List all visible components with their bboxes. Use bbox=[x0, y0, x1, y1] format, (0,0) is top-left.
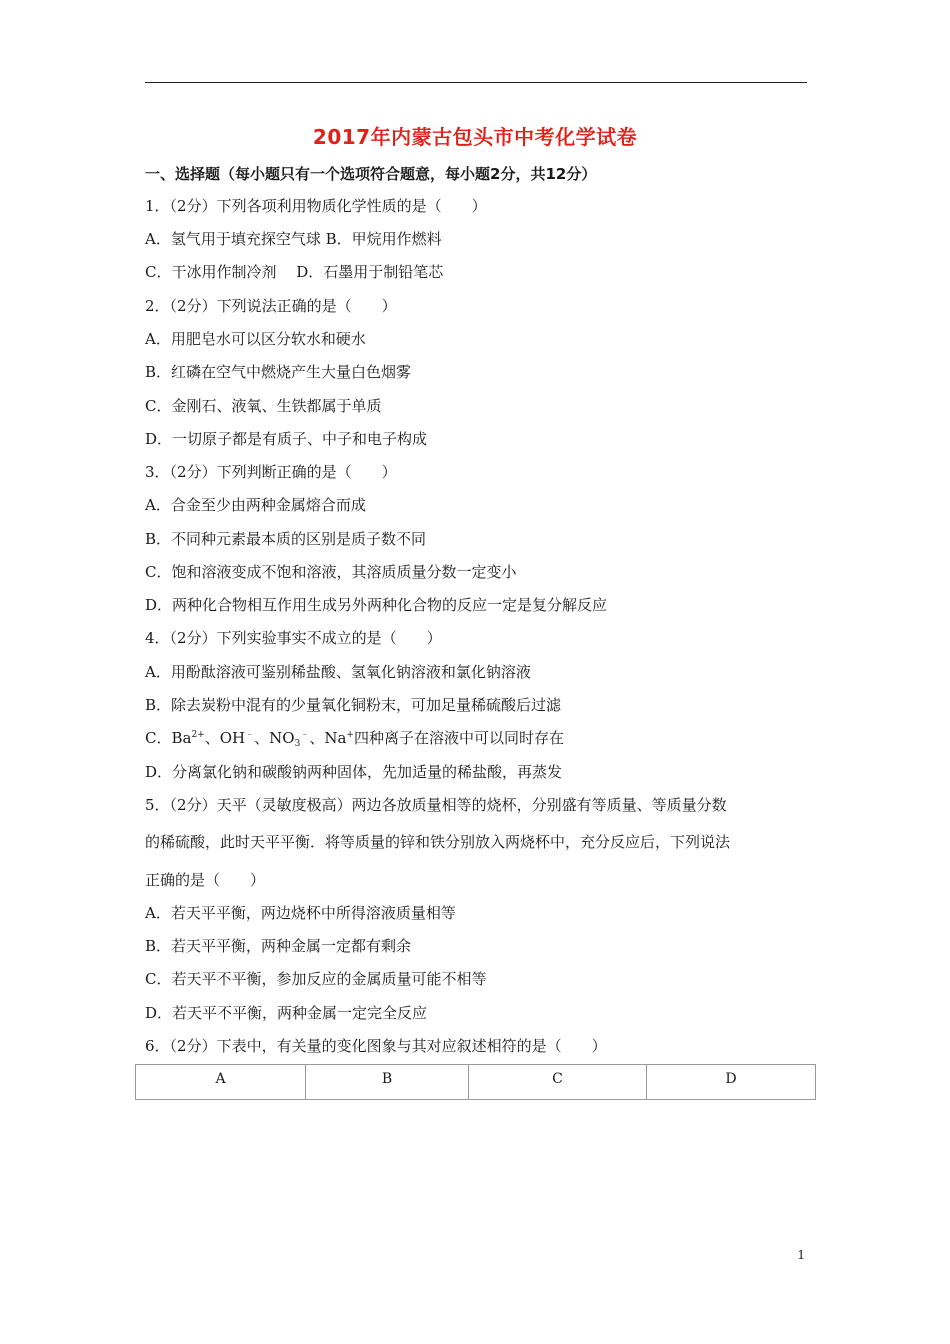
question-6: 6．（2分）下表中，有关量的变化图象与其对应叙述相符的是（ ） bbox=[145, 1037, 607, 1055]
q6-options-table bbox=[135, 1064, 816, 1100]
q4-option-c bbox=[145, 728, 564, 748]
q4c-text-5: 四种离子在溶液中可以同时存在 bbox=[353, 729, 564, 747]
q5-option-a: A．若天平平衡，两边烧杯中所得溶液质量相等 bbox=[145, 904, 456, 922]
q4c-text-1: C．Ba bbox=[145, 729, 192, 747]
table-row bbox=[136, 1065, 816, 1100]
q4c-ion-charge-3: ﹣ bbox=[300, 730, 310, 740]
question-4: 4．（2分）下列实验事实不成立的是（ ） bbox=[145, 629, 442, 647]
q1-option-ab: A．氢气用于填充探空气球 B．甲烷用作燃料 bbox=[145, 230, 442, 248]
q5-option-b: B．若天平平衡，两种金属一定都有剩余 bbox=[145, 937, 412, 955]
question-5-line-2: 的稀硫酸，此时天平平衡．将等质量的锌和铁分别放入两烧杯中，充分反应后，下列说法 bbox=[145, 833, 731, 851]
page-number: 1 bbox=[797, 1248, 805, 1262]
page-title: 2017年内蒙古包头市中考化学试卷 bbox=[312, 125, 638, 149]
q4c-text-3: 、NO bbox=[254, 729, 295, 747]
q4c-text-4: 、Na bbox=[309, 729, 347, 747]
q3-option-c: C．饱和溶液变成不饱和溶液，其溶质质量分数一定变小 bbox=[145, 563, 517, 581]
q4c-ion-charge-2: ﹣ bbox=[245, 730, 255, 740]
question-1: 1．（2分）下列各项利用物质化学性质的是（ ） bbox=[145, 197, 487, 215]
question-3: 3．（2分）下列判断正确的是（ ） bbox=[145, 463, 397, 481]
q2-option-c: C．金刚石、液氧、生铁都属于单质 bbox=[145, 397, 382, 415]
q4-option-a: A．用酚酞溶液可鉴别稀盐酸、氢氧化钠溶液和氯化钠溶液 bbox=[145, 663, 531, 681]
q4-option-b: B．除去炭粉中混有的少量氧化铜粉末，可加足量稀硫酸后过滤 bbox=[145, 696, 562, 714]
question-2: 2．（2分）下列说法正确的是（ ） bbox=[145, 297, 397, 315]
q3-option-d: D．两种化合物相互作用生成另外两种化合物的反应一定是复分解反应 bbox=[145, 596, 608, 614]
q1-option-cd: C．干冰用作制冷剂 D．石墨用于制铅笔芯 bbox=[145, 263, 444, 281]
q5-option-d: D．若天平不平衡，两种金属一定完全反应 bbox=[145, 1004, 428, 1022]
q2-option-a: A．用肥皂水可以区分软水和硬水 bbox=[145, 330, 366, 348]
table-header-b: B bbox=[306, 1065, 469, 1100]
header-rule bbox=[145, 82, 807, 83]
q4-option-d: D．分离氯化钠和碳酸钠两种固体，先加适量的稀盐酸，再蒸发 bbox=[145, 763, 563, 781]
table-header-d: D bbox=[647, 1065, 816, 1100]
q4c-subscript: 3 bbox=[294, 739, 301, 749]
q4c-ion-charge-4: + bbox=[346, 730, 354, 740]
table-header-c: C bbox=[469, 1065, 647, 1100]
question-5-line-3: 正确的是（ ） bbox=[145, 871, 266, 889]
section-heading: 一、选择题（每小题只有一个选项符合题意，每小题2分，共12分） bbox=[145, 165, 597, 183]
q3-option-a: A．合金至少由两种金属熔合而成 bbox=[145, 496, 366, 514]
q2-option-b: B．红磷在空气中燃烧产生大量白色烟雾 bbox=[145, 363, 412, 381]
question-5-line-1: 5．（2分）天平（灵敏度极高）两边各放质量相等的烧杯，分别盛有等质量、等质量分数 bbox=[145, 796, 727, 814]
table-header-a: A bbox=[136, 1065, 306, 1100]
q3-option-b: B．不同种元素最本质的区别是质子数不同 bbox=[145, 530, 427, 548]
q2-option-d: D．一切原子都是有质子、中子和电子构成 bbox=[145, 430, 428, 448]
q4c-ion-charge-1: 2+ bbox=[191, 730, 205, 740]
q5-option-c: C．若天平不平衡，参加反应的金属质量可能不相等 bbox=[145, 970, 487, 988]
q4c-text-2: 、OH bbox=[204, 729, 246, 747]
